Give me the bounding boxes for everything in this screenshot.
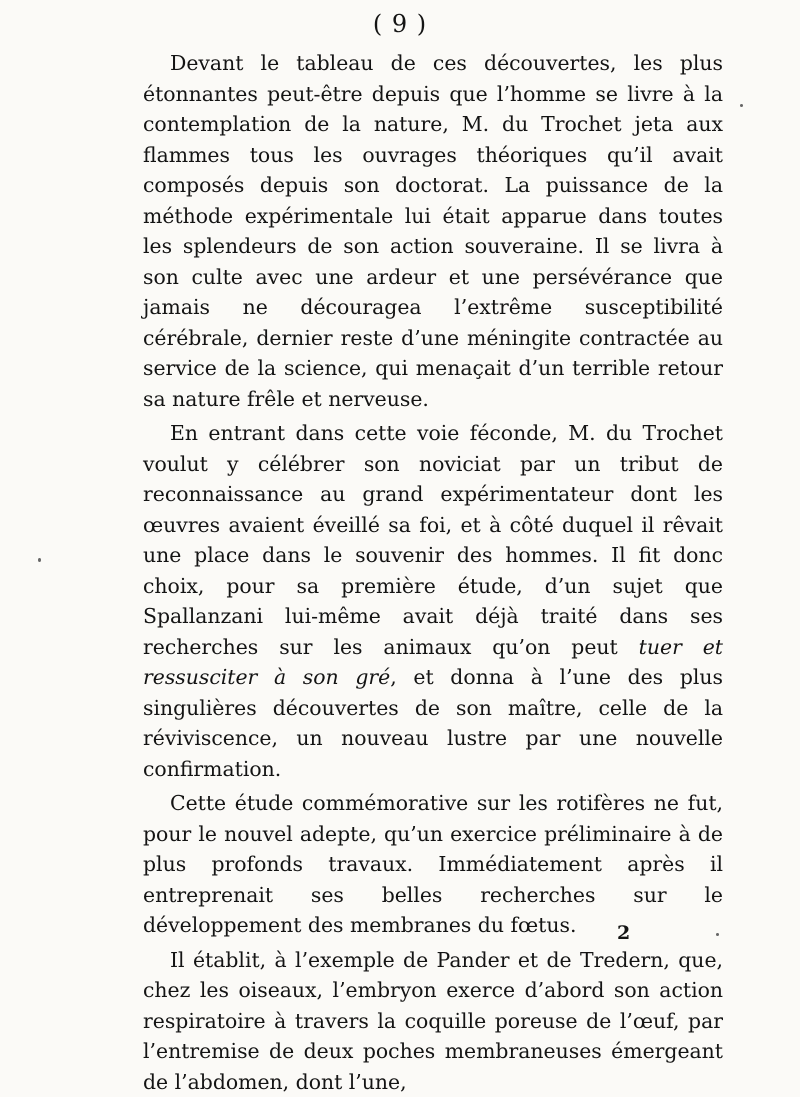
paragraph-2-italic-phrase: tuer et ressusciter à son gré bbox=[143, 635, 723, 690]
ink-speck bbox=[38, 558, 41, 562]
paragraph-2-text-after: , et donna à l’une des plus singulières découvertes de son maître, celle de la réviviscence, un nouveau lustre par une nouvelle confirmation. bbox=[143, 665, 723, 781]
ink-speck bbox=[716, 933, 719, 936]
ink-speck bbox=[740, 104, 743, 107]
paragraph-2 bbox=[143, 418, 723, 784]
page-number: ( 9 ) bbox=[0, 10, 800, 38]
paragraph-3: Cette étude commémorative sur les rotifères ne fut, pour le nouvel adepte, qu’un exercice préliminaire à de plus profonds travaux. Immédiatement après il entreprenait ses belles recherches sur le développement des membranes du fœtus. bbox=[143, 788, 723, 941]
signature-mark: 2 bbox=[617, 922, 630, 944]
paragraph-1: Devant le tableau de ces découvertes, les plus étonnantes peut-être depuis que l’homme se livre à la contemplation de la nature, M. du Trochet jeta aux flammes tous les ouvrages théoriques qu’il avait composés depuis son doctorat. La puissance de la méthode expérimentale lui était apparue dans toutes les splendeurs de son action souveraine. Il se livra à son culte avec une ardeur et une persévérance que jamais ne découragea l’extrême susceptibilité cérébrale, dernier reste d’une méningite contractée au service de la science, qui menaçait d’un terrible retour sa nature frêle et nerveuse. bbox=[143, 48, 723, 414]
body-text bbox=[143, 48, 723, 1097]
paragraph-4: Il établit, à l’exemple de Pander et de Tredern, que, chez les oiseaux, l’embryon exerce d’abord son action respiratoire à travers la coquille poreuse de l’œuf, par l’entremise de deux poches membraneuses émergeant de l’abdomen, dont l’une, bbox=[143, 945, 723, 1097]
paragraph-2-text-before: En entrant dans cette voie féconde, M. du Trochet voulut y célébrer son noviciat par un tribut de reconnaissance au grand expérimentateur dont les œuvres avaient éveillé sa foi, et à côté duquel il rêvait une place dans le souvenir des hommes. Il fit donc choix, pour sa première étude, d’un sujet que Spallanzani lui-même avait déjà traité dans ses recherches sur les animaux qu’on peut bbox=[143, 421, 723, 659]
